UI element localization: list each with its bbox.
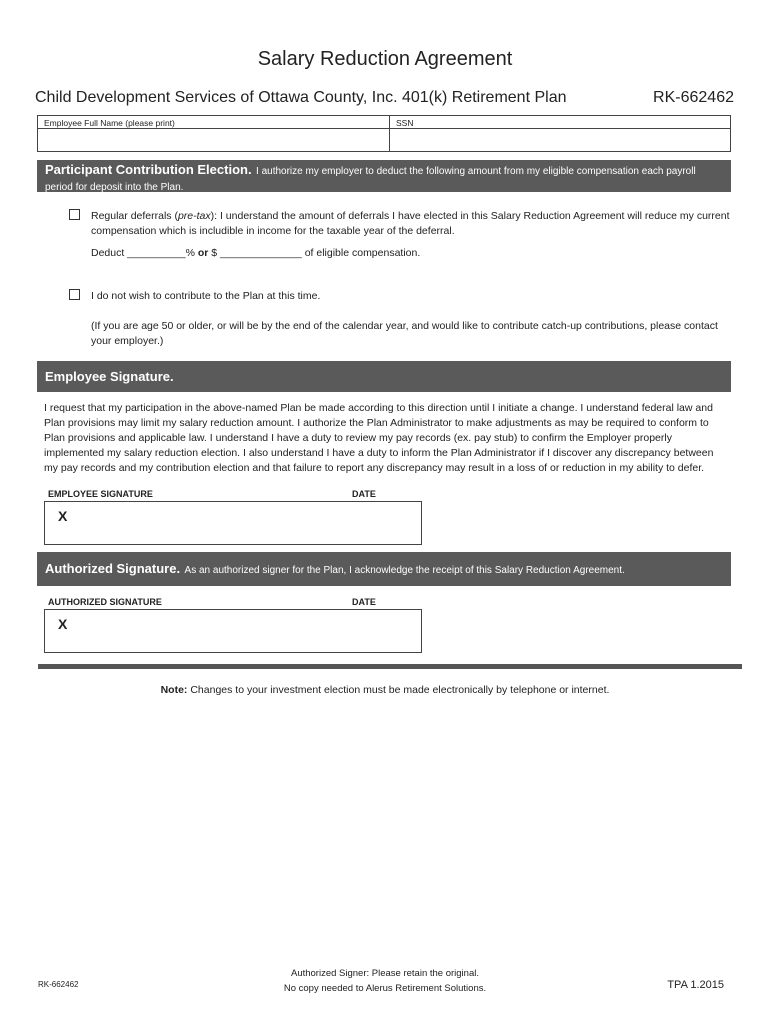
- authorized-signature-intro: As an authorized signer for the Plan, I acknowledge the receipt of this Salary Reduction Agreement.: [184, 565, 625, 576]
- plan-name: Child Development Services of Ottawa County, Inc. 401(k) Retirement Plan: [35, 89, 567, 106]
- note-label: Note:: [160, 684, 188, 696]
- authorized-signature-heading: Authorized Signature: [45, 561, 177, 576]
- contribution-heading: Participant Contribution Election.: [45, 162, 252, 177]
- authorized-signature-field[interactable]: [44, 609, 422, 653]
- contribution-intro: I authorize my employer to deduct the following amount from my eligible compensation each payroll period for deposit into the Plan.: [45, 166, 696, 193]
- employee-info-box: [37, 115, 731, 152]
- no-contribution-text: I do not wish to contribute to the Plan at this time.: [91, 290, 321, 302]
- employee-signature-heading: Employee Signature.: [45, 369, 174, 384]
- employee-date-label: DATE: [352, 489, 376, 499]
- note-text: Changes to your investment election must be made electronically by telephone or internet.: [190, 684, 610, 696]
- form-title: Salary Reduction Agreement: [257, 48, 513, 70]
- no-contribution-checkbox[interactable]: [69, 289, 80, 300]
- deduct-line: Deduct __________% or $ ______________ of eligible compensation.: [91, 247, 421, 259]
- authorized-signature-label: AUTHORIZED SIGNATURE: [48, 597, 162, 607]
- employee-signature-field[interactable]: [44, 501, 422, 545]
- employee-signature-statement: I request that my participation in the above-named Plan be made according to this direction until I initiate a change. I understand federal law and Plan provisions may limit my salary reduction amount. I authorize the Plan Administrator to make adjustments as may be required to conform to Plan provisions and applicable law. I understand I have a duty to review my pay records (ex. pay stub) to confirm the Employer properly implemented my salary reduction election. I also understand I have a duty to inform the Plan Administrator if I discover any discrepancy between my pay records and my contribution election and that failure to report any discrepancy may result in a loss of or reduction in my ability to defer.: [44, 402, 714, 474]
- catchup-note: (If you are age 50 or older, or will be by the end of the calendar year, and would like to contribute catch-up contributions, please contact your employer.): [91, 320, 718, 347]
- employee-name-field[interactable]: [38, 116, 390, 151]
- employee-name-label: Employee Full Name (please print): [44, 118, 175, 128]
- authorized-signature-header: Authorized Signature. As an authorized signer for the Plan, I acknowledge the receipt of this Salary Reduction Agreement.: [37, 552, 731, 586]
- footer-plan-id: RK-662462: [38, 980, 79, 989]
- regular-deferrals-text: Regular deferrals (pre-tax): I understand the amount of deferrals I have elected in this Salary Reduction Agreement will reduce my current compensation which is includible in income for the taxable year of the deferral.: [91, 210, 730, 237]
- section-divider: [38, 664, 742, 669]
- regular-deferrals-checkbox[interactable]: [69, 209, 80, 220]
- signature-x-mark: X: [58, 508, 68, 524]
- employee-signature-header: [37, 361, 731, 392]
- employee-signature-label: EMPLOYEE SIGNATURE: [48, 489, 153, 499]
- ssn-label: SSN: [396, 118, 414, 128]
- contribution-election-header: [37, 160, 731, 192]
- signature-x-mark: X: [58, 616, 68, 632]
- note: [0, 684, 770, 696]
- plan-id: RK-662462: [653, 89, 734, 106]
- footer-form-version: TPA 1.2015: [667, 979, 724, 991]
- authorized-date-label: DATE: [352, 597, 376, 607]
- ssn-field[interactable]: [390, 116, 730, 151]
- footer-instructions: Authorized Signer: Please retain the original. No copy needed to Alerus Retirement Solutions.: [283, 968, 487, 994]
